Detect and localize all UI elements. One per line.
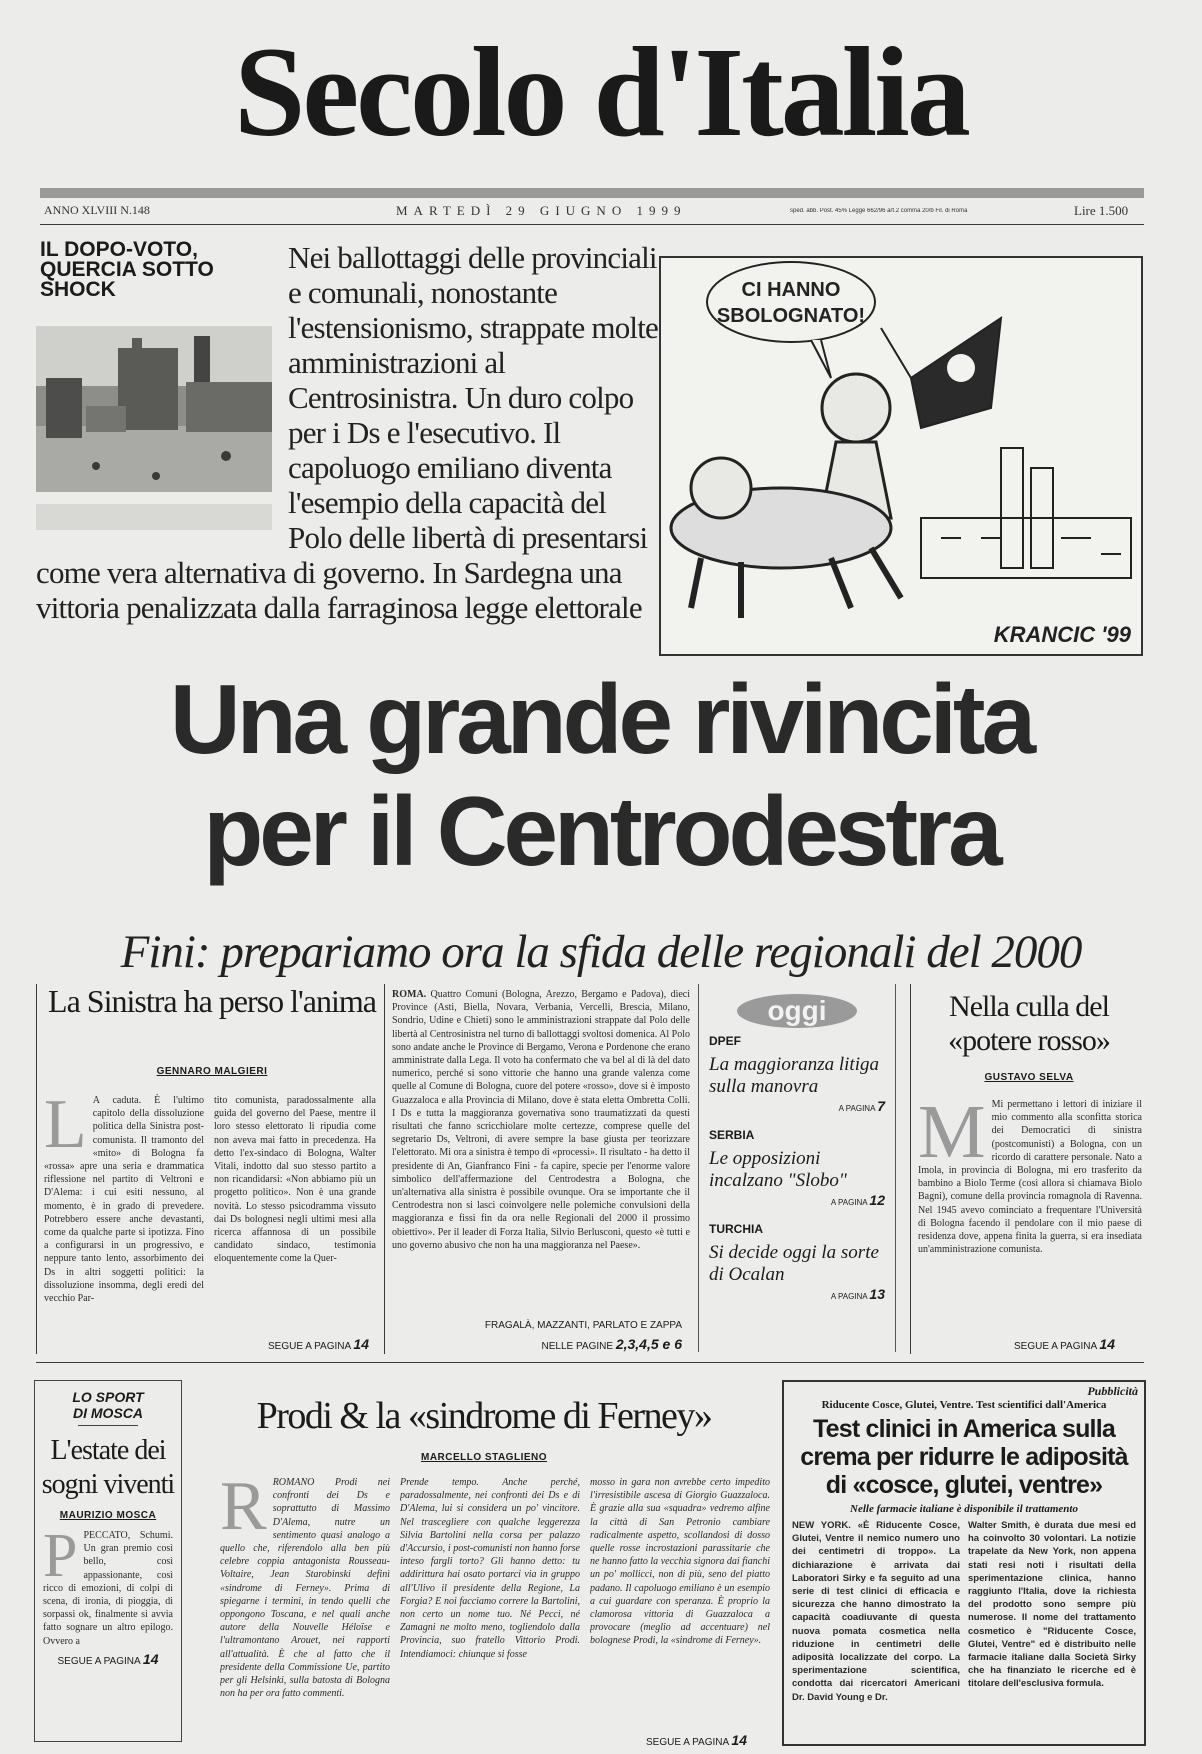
headline-line-1: Una grande rivincita — [169, 664, 1033, 774]
prodi-text-c: mosso in gara non avrebbe certo impedito l'irresistibile ascesa di Giorgio Guazzaloca. È grazie alla sua «squadra» vedremo alfine la città di San Petronio cambiare radicalmente aspetto, scollandosi di dosso quelle rosse incrostazioni parassitarie che ne hanno fatto la vecchia signora dai fianchi un po' mollicci, non di più, seno del piatto padano. Il capoluogo emiliano è un esempio a cui guardare con speranza. È proprio la clamorosa vittoria di Guazzaloca a provocare (meglio ad accentuare) nel bolognese Prodi, la «sindrome di Ferney». — [590, 1477, 770, 1647]
ad-text-a — [792, 1519, 960, 1703]
culla-byline: GUSTAVO SELVA — [984, 1072, 1074, 1083]
cartoon — [659, 256, 1143, 656]
oggi-page-number: 12 — [869, 1192, 885, 1208]
oggi-page-number: 13 — [869, 1286, 885, 1302]
roma-pages-value: 2,3,4,5 e 6 — [615, 1336, 682, 1352]
oggi-title: Si decide oggi la sorte di Ocalan — [709, 1242, 879, 1285]
culla-continue-label: SEGUE A PAGINA — [1014, 1341, 1097, 1352]
issue-number: ANNO XLVIII N.148 — [44, 203, 150, 217]
masthead-title: Secolo d'Italia — [234, 21, 968, 163]
sinistra-title: La Sinistra ha perso l'anima — [48, 983, 376, 1019]
roma-authors: FRAGALÀ, MAZZANTI, PARLATO E ZAPPA — [484, 1320, 682, 1331]
oggi-item[interactable] — [709, 1128, 885, 1208]
roma-pages-label: NELLE PAGINE — [541, 1341, 614, 1352]
roma-text — [392, 988, 690, 1318]
prodi-body-a: ROMANO Prodi nei confronti dei Ds e soprattutto di Massimo D'Alema, nutre un sentimento quasi analogo a quello che, riferendolo alla ben più celebre coppia antagonista Rousseau-Voltaire, Jean Starobinski definì «sindrome di Ferney». Prima di spiegarne i termini, in tendo quelli che oppongono Toscana, e nel quali anche autore della Nouvelle Héloïse e l'ultramontano Arouet, nei rapporti all'attualità. È che al fatto che il presidente della Commissione Ue, partito per gli Helsinki, sulla batosta di Bologna non ha per ora fatto commenti. — [220, 1477, 390, 1700]
ad-place: NEW YORK. — [792, 1520, 851, 1531]
prodi-continue-page: 14 — [731, 1732, 747, 1748]
oggi-tag: SERBIA — [709, 1128, 755, 1142]
sinistra-continue-label: SEGUE A PAGINA — [268, 1341, 351, 1352]
oggi-page-label: A PAGINA — [838, 1104, 875, 1113]
culla-title: Nella culla del «potere rosso» — [948, 990, 1110, 1057]
oggi-title: Le opposizioni incalzano "Slobo" — [709, 1148, 847, 1191]
culla-body: Mi permettano i lettori di iniziare il mio commento alla sconfitta storica dei Democratici di sinistra (postcomunisti) a Bologna, con un ricordo di carattere personale. Nato a Imola, in provincia di Bologna, mi ero trasferito da bambino a Biolo Terme (così allora si chiamava Biolo Bagni), comune della provincia romagnola di Ravenna. Nel 1945 avevo cominciato a frequentare l'Università di Bologna facendo il pendolare con il mio paese di residenza dove, appena finita la guerra, si era insediata un'amministrazione comunista. — [918, 1099, 1142, 1256]
oggi-tag: TURCHIA — [709, 1222, 763, 1236]
dropcap-p: P — [43, 1529, 78, 1590]
roma-pages — [392, 1336, 682, 1352]
oggi-badge: oggi — [737, 994, 857, 1028]
oggi-page — [709, 1192, 885, 1208]
issue-date: MARTEDÌ 29 GIUGNO 1999 — [396, 203, 687, 218]
ad-label: Pubblicità — [1087, 1384, 1138, 1398]
sinistra-text-a — [44, 1094, 204, 1346]
subheadline: Fini: prepariamo ora la sfida delle regionali del 2000 — [120, 926, 1082, 978]
sport-continue-label: SEGUE A PAGINA — [57, 1656, 141, 1667]
culla-continue-page: 14 — [1099, 1336, 1115, 1352]
prodi-byline: MARCELLO STAGLIENO — [420, 1452, 548, 1463]
oggi-tag: DPEF — [709, 1034, 742, 1048]
sinistra-continue — [268, 1336, 369, 1352]
sport-body: PECCATO, Schumi. Un gran premio così bello, così appassionante, così ricco di emozioni, di colpi di scena, di ironia, di pioggia, di sorpassi ok, finalmente si avvia fatto sognare un altro epilogo. Ovvero a — [43, 1530, 173, 1647]
oggi-box — [698, 984, 896, 1352]
cartoon-speech-2: SBOLOGNATO! — [716, 305, 866, 327]
section-rule — [36, 1362, 1144, 1363]
sinistra-body-a: A caduta. È l'ultimo capitolo della dissoluzione politica della Sinistra post-comunista. Il tramonto del «mito» di Bologna fa «rossa» apre una seria e drammatica riflessione nel partito di Veltroni e D'Alema: i cui esiti nessuno, al momento, è in grado di prevedere. Potrebbero essere anche devastanti, come da qualche parte si ipotizza. Fino a configurarsi in un progressivo, e neppure tanto lento, assorbimento dei Ds in altri soggetti politici: la dissoluzione insomma, degli eredi del vecchio Par- — [44, 1095, 204, 1305]
culla-text — [918, 1098, 1142, 1330]
oggi-item[interactable] — [709, 1034, 885, 1114]
sport-kicker-2: DI MOSCA — [73, 1405, 143, 1421]
prodi-text-a — [220, 1476, 390, 1748]
oggi-page-number: 7 — [877, 1098, 885, 1114]
col-rule-2 — [384, 984, 385, 1354]
sport-continue — [35, 1651, 181, 1667]
ad-box — [782, 1380, 1146, 1746]
headline-line-2: per il Centrodestra — [203, 776, 999, 886]
sinistra-continue-page: 14 — [353, 1336, 369, 1352]
postal-info: sped. abb. Post. 45% Legge 662/96 art.2 comma 20/b Fil. di Roma — [790, 208, 968, 214]
ad-columns — [784, 1515, 1144, 1703]
roma-body: Quattro Comuni (Bologna, Arezzo, Bergamo e Padova), dieci Province (Asti, Biella, Novara, Verbania, Vercelli, Brescia, Milano, Sondrio, Udine e Chieti) sono le amministrazioni strappate dal Polo delle libertà al Centrosinistra nel turno di ballottaggi svoltosi domenica. Al Polo sono andate anche le Province di Bergamo, Verona e Pordenone che erano amministrate dalla Lega. Il voto ha confermato che va bel al di là del dato numerico, perché si sono vittorie che hanno una grande valenza come quelle al Comune di Bologna, cuore del potere «rosso», dove si è imposto Guazzaloca e alla Provincia di Milano, dove è stata eletta Ombretta Colli. I Ds e tutta la maggioranza governativa sono traumatizzati da questi risultati che fanno scricchiolare molte certezze, comprese quelle del segretario Ds, Veltroni, di avere sempre la base giusta per teorizzare l'elettorato. Mi ora a sinistra è tempo di «processi». Il risultato - ha detto il presidente di An, Gianfranco Fini - fa capire, specie per l'enorme valore simbolico dell'affermazione del Centrodestra a Bologna, che un'alternativa alla sinistra è possibile ovunque. Ora se importante che il Centrodestra non si lasci coinvolgere nelle polemiche convulsioni della maggioranza e fissi fin da ora nelle Regionali del 2000 il prossimo obiettivo». Per il leader di Forza Italia, Silvio Berlusconi, questo «è tutti e uno governo abusivo che non ha una maggioranza nel Paese». — [392, 989, 690, 1251]
price: Lire 1.500 — [1074, 203, 1129, 218]
oggi-page — [709, 1286, 885, 1302]
oggi-item[interactable] — [709, 1222, 885, 1302]
prodi-text-b: Prende tempo. Anche perché, paradossalmente, nei confronti dei Ds e di D'Alema, lui si considera un po' vincitore. Nel trascegliere con qualche leggerezza Silvia Bartolini nella corsa per palazzo d'Accursio, i post-comunisti non hanno forse inteso fargli torto? Gli hanno detto: tu addirittura hai osato portarci via in gruppo all'Ulivo il presidente della Regione, La Forgia? E noi facciamo correre la Bartolini, non certo un nome tuo. Né Pecci, né Zamagni ne molto meno, togliendolo dalla Provincia, suo fratello Vittorio Prodi. Intendiamoci: chiunque si fosse — [400, 1477, 580, 1660]
sport-kicker-rule — [78, 1425, 138, 1426]
dropcap-l: L — [44, 1094, 87, 1163]
sport-byline: MAURIZIO MOSCA — [59, 1510, 157, 1521]
sinistra-text-b: tito comunista, paradossalmente alla guida del governo del Paese, mentre il loro stesso elettorato li ripudia come non aveva mai fatto in precedenza. Ha detto l'ex-sindaco di Bologna, Walter Vitali, indotto dal suo stesso partito a non ricandidarsi: «Non abbiamo più un progetto politico». Non è una grande novità. Lo stesso psicodramma vissuto dai Ds bolognesi negli ultimi mesi alla ricerca affannosa di un possibile candidato sindaco, testimonia eloquentemente come la Quer- — [214, 1095, 376, 1265]
sport-continue-page: 14 — [142, 1651, 159, 1667]
ad-text-b: Walter Smith, è durata due mesi ed ha coinvolto 30 volontari. La notizie trapelate da New York, non appena stati resi noti i risultati della sperimentazione clinica, hanno raggiunto l'Italia, dove la richiesta del prodotto sono sempre più numerose. Il nome del trattamento cosmetico è "Riducente Cosce, Glutei, Ventre" ed è distribuito nelle farmacie italiane dalla Società Sirky che ha finanziato le ricerche ed è titolare dell'esclusiva formula. — [968, 1520, 1136, 1690]
cartoon-signature: KRANCIC '99 — [993, 622, 1131, 647]
oggi-title: La maggioranza litiga sulla manovra — [709, 1054, 879, 1097]
sinistra-byline: GENNARO MALGIERI — [156, 1066, 268, 1077]
sport-kicker-1: LO SPORT — [72, 1389, 144, 1405]
ad-headline: Test clinici in America sulla crema per ridurre le adiposità di «cosce, glutei, ventre» — [800, 1415, 1128, 1499]
ad-body-a: «È Riducente Cosce, Glutei, Ventre il nemico numero uno dei centimetri di troppo». La dichiarazione è arrivata dai Laboratori Sirky e fa seguito ad una serie di test clinici di efficacia e sicurezza che hanno dimostrato la capacità coadiuvante di questa nuova pomata cosmetica nella riduzione in centimetri delle adiposità localizzate del corpo. La sperimentazione scientifica, condotta dai ricercatori Americani Dr. David Young e Dr. — [792, 1520, 960, 1703]
sport-box — [34, 1380, 182, 1742]
col-rule-1 — [36, 984, 37, 1354]
sport-kicker — [35, 1389, 181, 1421]
oggi-page-label: A PAGINA — [830, 1292, 868, 1301]
ad-tagline: Riducente Cosce, Glutei, Ventre. Test scientifici dall'America — [821, 1399, 1107, 1411]
col-rule-3 — [910, 984, 911, 1354]
kicker: IL DOPO-VOTO, QUERCIA SOTTO SHOCK — [40, 238, 214, 301]
prodi-title: Prodi & la «sindrome di Ferney» — [256, 1395, 712, 1437]
sport-title: L'estate dei sogni viventi — [41, 1435, 175, 1500]
summary-body: Nei ballottaggi delle provinciali e comunali, nonostante l'estensionismo, strappate molte amministrazioni al Centrosinistra. Un duro colpo per i Ds e l'esecutivo. Il capoluogo emiliano diventa l'esempio della capacità del Polo delle libertà di presentarsi come vera alternativa di governo. In Sardegna una vittoria penalizzata dalla farraginosa legge elettorale — [36, 240, 658, 625]
sport-text — [43, 1529, 173, 1647]
prodi-continue — [646, 1732, 747, 1748]
dateline-rule — [40, 224, 1144, 225]
dropcap-m: M — [918, 1098, 986, 1174]
summary-text — [36, 240, 660, 650]
oggi-list — [699, 1034, 895, 1302]
oggi-page-label: A PAGINA — [830, 1198, 868, 1207]
prodi-continue-label: SEGUE A PAGINA — [646, 1737, 729, 1748]
ad-note: Nelle farmacie italiane è disponibile il trattamento — [850, 1503, 1078, 1515]
oggi-page — [709, 1098, 885, 1114]
dropcap-r: R — [220, 1476, 267, 1545]
roma-lead: ROMA. — [392, 989, 427, 1000]
culla-continue — [1014, 1336, 1115, 1352]
masthead-rule — [40, 188, 1144, 198]
cartoon-speech-1: CI HANNO — [741, 279, 841, 301]
